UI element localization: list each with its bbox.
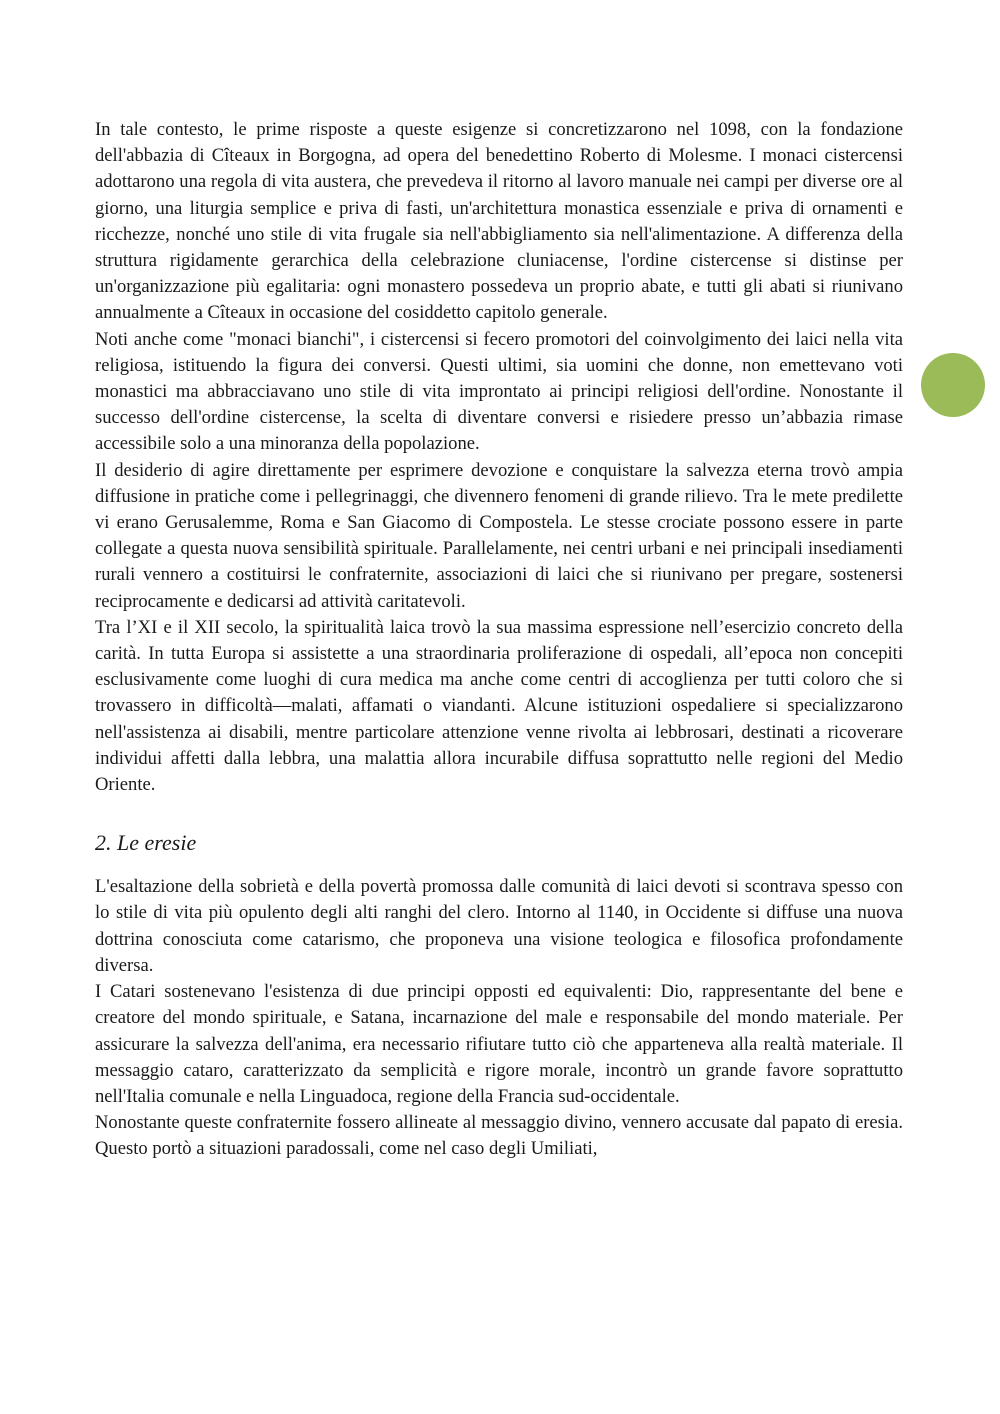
paragraph-carita: Tra l’XI e il XII secolo, la spiritualità laica trovò la sua massima espressione nell’esercizio concreto della carità. In tutta Europa si assistette a una straordinaria proliferazione di ospedali, all’epoca non concepiti esclusivamente come luoghi di cura medica ma anche come centri di accoglienza per tutti coloro che si trovassero in difficoltà—malati, affamati o viandanti. Alcune istituzioni ospedaliere si specializzarono nell'assistenza ai disabili, mentre particolare attenzione venne rivolta ai lebbrosari, destinati a ricoverare individui affetti dalla lebbra, una malattia allora incurabile diffusa soprattutto nelle regioni del Medio Oriente. (95, 616, 903, 796)
paragraph-umiliati: Nonostante queste confraternite fossero allineate al messaggio divino, vennero accusate dal papato di eresia. Questo portò a situazioni paradossali, come nel caso degli Umiliati, (95, 1112, 903, 1160)
paragraph-citeaux: In tale contesto, le prime risposte a queste esigenze si concretizzarono nel 1098, con la fondazione dell'abbazia di Cîteaux in Borgogna, ad opera del benedettino Roberto di Molesme. I monaci cistercensi adottarono una regola di vita austera, che prevedeva il ritorno al lavoro manuale nei campi per diverse ore al giorno, una liturgia semplice e priva di fasti, un'architettura monastica essenziale e priva di ornamenti e ricchezze, nonché uno stile di vita frugale sia nell'abbigliamento sia nell'alimentazione. A differenza della struttura rigidamente gerarchica della celebrazione cluniacense, l'ordine cistercense si distinse per un'organizzazione più egalitaria: ogni monastero possedeva un proprio abate, e tutti gli abati si riunivano annualmente a Cîteaux in occasione del cosiddetto capitolo generale. (95, 119, 903, 324)
paragraph-catarismo: L'esaltazione della sobrietà e della povertà promossa dalle comunità di laici devoti si scontrava spesso con lo stile di vita più opulento degli alti ranghi del clero. Intorno al 1140, in Occidente si diffuse una nuova dottrina conosciuta come catarismo, che proponeva una visione teologica e filosofica profondamente diversa. (95, 876, 903, 976)
paragraph-pellegrinaggi: Il desiderio di agire direttamente per esprimere devozione e conquistare la salvezza eterna trovò ampia diffusione in pratiche come i pellegrinaggi, che divennero fenomeni di grande rilievo. Tra le mete predilette vi erano Gerusalemme, Roma e San Giacomo di Compostela. Le stesse crociate possono essere in parte collegate a questa nuova sensibilità spirituale. Parallelamente, nei centri urbani e nei principali insediamenti rurali vennero a costituirsi le confraternite, associazioni di laici che si riunivano per pregare, sostenersi reciprocamente e dedicarsi ad attività caritatevoli. (95, 459, 903, 612)
section-heading: 2. Le eresie (95, 830, 197, 856)
section-marker-circle (921, 353, 985, 417)
paragraph-conversi: Noti anche come "monaci bianchi", i cistercensi si fecero promotori del coinvolgimento dei laici nella vita religiosa, istituendo la figura dei conversi. Questi ultimi, sia uomini che donne, non emettevano voti monastici ma abbracciavano uno stile di vita improntato ai principi religiosi dell'ordine. Nonostante il successo dell'ordine cistercense, la scelta di diventare conversi e risiedere presso un’abbazia rimase accessibile solo a una minoranza della popolazione. (95, 328, 903, 455)
paragraph-catari: I Catari sostenevano l'esistenza di due principi opposti ed equivalenti: Dio, rappresentante del bene e creatore del mondo spirituale, e Satana, incarnazione del male e responsabile del mondo materiale. Per assicurare la salvezza dell'anima, era necessario rifiutare tutto ciò che apparteneva alla realtà materiale. Il messaggio cataro, caratterizzato da semplicità e rigore morale, incontrò un grande favore soprattutto nell'Italia comunale e nella Linguadoca, regione della Francia sud-occidentale. (95, 981, 903, 1107)
document-page (95, 117, 903, 1163)
